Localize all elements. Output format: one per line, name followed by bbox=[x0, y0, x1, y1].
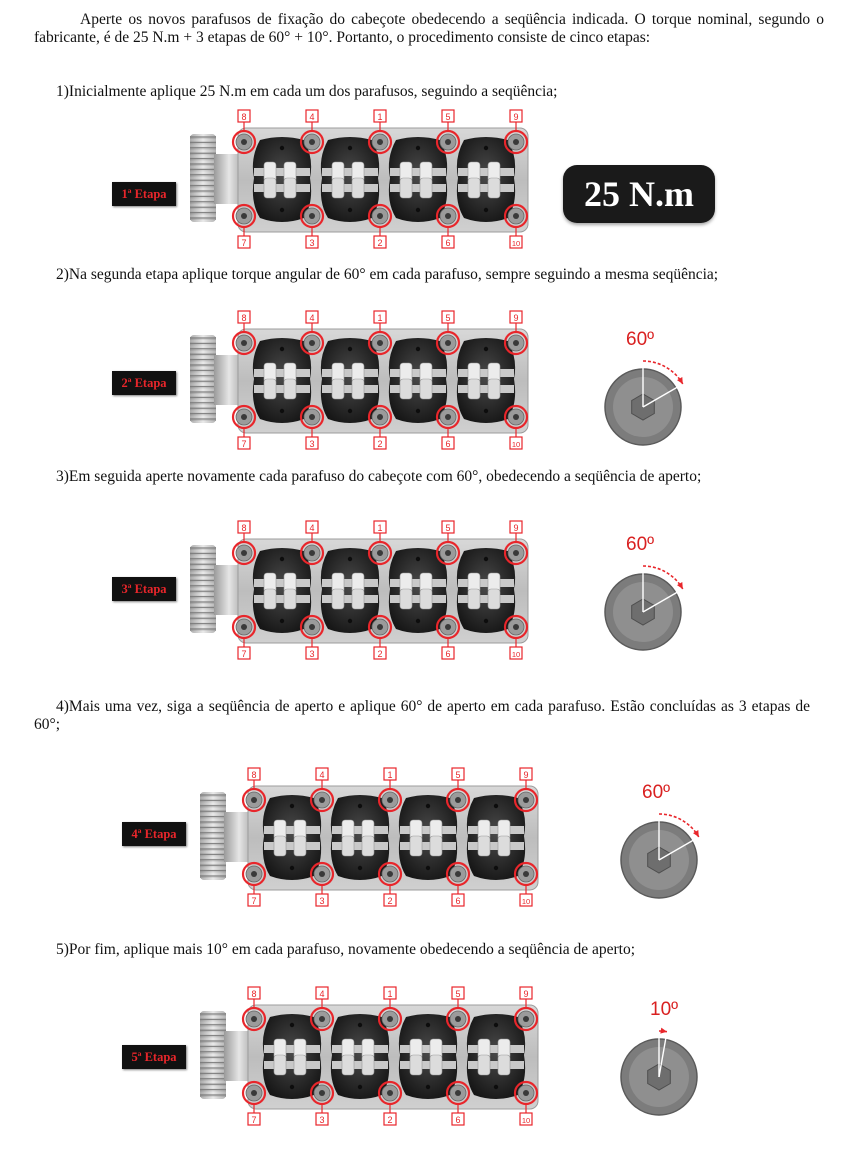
stage-1-diagram bbox=[110, 106, 540, 252]
bolt-label: 5 bbox=[455, 770, 461, 780]
angle-label-4: 60º bbox=[642, 782, 671, 803]
intro-text: Aperte os novos parafusos de fixação do cabeçote obedecendo a seqüência indicada. O torque nominal, segundo o fabricante, é de 25 N.m + 3 etapas de 60° + 10°. Portanto, o procedimento consiste de cinco etapas: bbox=[34, 11, 824, 46]
bolt-label: 9 bbox=[513, 313, 519, 323]
stage-3-diagram bbox=[110, 517, 540, 663]
torque-value-box: 25 N.m bbox=[563, 165, 715, 223]
bolt-label: 8 bbox=[241, 313, 247, 323]
bolt-label: 4 bbox=[309, 523, 315, 533]
bolt-label: 3 bbox=[309, 439, 315, 449]
bolt-label: 7 bbox=[241, 439, 247, 449]
bolt-label: 8 bbox=[241, 112, 247, 122]
stage-2-badge: 2ª Etapa bbox=[112, 371, 176, 395]
bolt-label: 7 bbox=[241, 238, 247, 248]
bolt-label: 9 bbox=[513, 112, 519, 122]
angle-diagram-4 bbox=[613, 778, 713, 903]
step-2-instruction bbox=[34, 266, 810, 284]
step-5-instruction bbox=[34, 941, 824, 959]
angle-label-3: 60º bbox=[626, 534, 655, 555]
bolt-label: 2 bbox=[377, 238, 383, 248]
bolt-label: 10 bbox=[511, 650, 521, 659]
stage-5-diagram bbox=[120, 983, 550, 1129]
step-2-text: 2)Na segunda etapa aplique torque angular de 60° em cada parafuso, sempre seguindo a mesma seqüência; bbox=[56, 266, 719, 283]
bolt-label: 7 bbox=[241, 649, 247, 659]
angle-diagram-2 bbox=[597, 325, 697, 450]
bolt-label: 7 bbox=[251, 1115, 257, 1125]
bolt-label: 4 bbox=[309, 112, 315, 122]
bolt-label: 10 bbox=[521, 1116, 531, 1125]
bolt-label: 1 bbox=[387, 989, 393, 999]
bolt-label: 5 bbox=[445, 313, 451, 323]
bolt-label: 2 bbox=[377, 649, 383, 659]
stage-4-diagram bbox=[120, 764, 550, 910]
angle-label-2: 60º bbox=[626, 329, 655, 350]
stage-4-badge: 4ª Etapa bbox=[122, 822, 186, 846]
bolt-label: 5 bbox=[445, 523, 451, 533]
stage-2-diagram bbox=[110, 307, 540, 453]
step-1-text: 1)Inicialmente aplique 25 N.m em cada um dos parafusos, seguindo a seqüência; bbox=[56, 83, 558, 100]
step-3-instruction bbox=[34, 468, 810, 486]
intro-paragraph bbox=[34, 11, 824, 47]
angle-label-5: 10º bbox=[650, 999, 679, 1020]
bolt-label: 9 bbox=[523, 989, 529, 999]
bolt-label: 3 bbox=[309, 649, 315, 659]
bolt-label: 8 bbox=[251, 989, 257, 999]
bolt-label: 2 bbox=[387, 1115, 393, 1125]
stage-1-badge: 1ª Etapa bbox=[112, 182, 176, 206]
bolt-label: 6 bbox=[445, 439, 451, 449]
bolt-label: 4 bbox=[319, 989, 325, 999]
bolt-label: 2 bbox=[387, 896, 393, 906]
cylinder-head-1 bbox=[110, 106, 540, 252]
bolt-label: 1 bbox=[377, 313, 383, 323]
bolt-label: 6 bbox=[445, 649, 451, 659]
bolt-label: 7 bbox=[251, 896, 257, 906]
bolt-label: 1 bbox=[387, 770, 393, 780]
bolt-label: 6 bbox=[445, 238, 451, 248]
bolt-label: 9 bbox=[523, 770, 529, 780]
bolt-label: 4 bbox=[309, 313, 315, 323]
bolt-label: 8 bbox=[251, 770, 257, 780]
bolt-label: 5 bbox=[455, 989, 461, 999]
bolt-label: 8 bbox=[241, 523, 247, 533]
bolt-label: 1 bbox=[377, 112, 383, 122]
bolt-label: 3 bbox=[319, 896, 325, 906]
bolt-label: 6 bbox=[455, 1115, 461, 1125]
bolt-label: 2 bbox=[377, 439, 383, 449]
bolt-label: 4 bbox=[319, 770, 325, 780]
bolt-label: 3 bbox=[319, 1115, 325, 1125]
bolt-label: 6 bbox=[455, 896, 461, 906]
step-5-text: 5)Por fim, aplique mais 10° em cada parafuso, novamente obedecendo a seqüência de aperto; bbox=[56, 941, 636, 958]
bolt-label: 10 bbox=[511, 239, 521, 248]
bolt-label: 10 bbox=[511, 440, 521, 449]
step-4-instruction bbox=[34, 698, 810, 734]
stage-5-badge: 5ª Etapa bbox=[122, 1045, 186, 1069]
bolt-label: 1 bbox=[377, 523, 383, 533]
step-1-instruction bbox=[34, 83, 824, 101]
angle-diagram-3 bbox=[597, 530, 697, 655]
stage-3-badge: 3ª Etapa bbox=[112, 577, 176, 601]
bolt-label: 9 bbox=[513, 523, 519, 533]
bolt-label: 10 bbox=[521, 897, 531, 906]
angle-diagram-5 bbox=[613, 995, 713, 1120]
step-3-text: 3)Em seguida aperte novamente cada parafuso do cabeçote com 60°, obedecendo a seqüência de aperto; bbox=[56, 468, 702, 485]
bolt-label: 3 bbox=[309, 238, 315, 248]
step-4-text: 4)Mais uma vez, siga a seqüência de aperto e aplique 60° de aperto em cada parafuso. Estão concluídas as 3 etapas de 60°; bbox=[34, 698, 810, 733]
bolt-label: 5 bbox=[445, 112, 451, 122]
